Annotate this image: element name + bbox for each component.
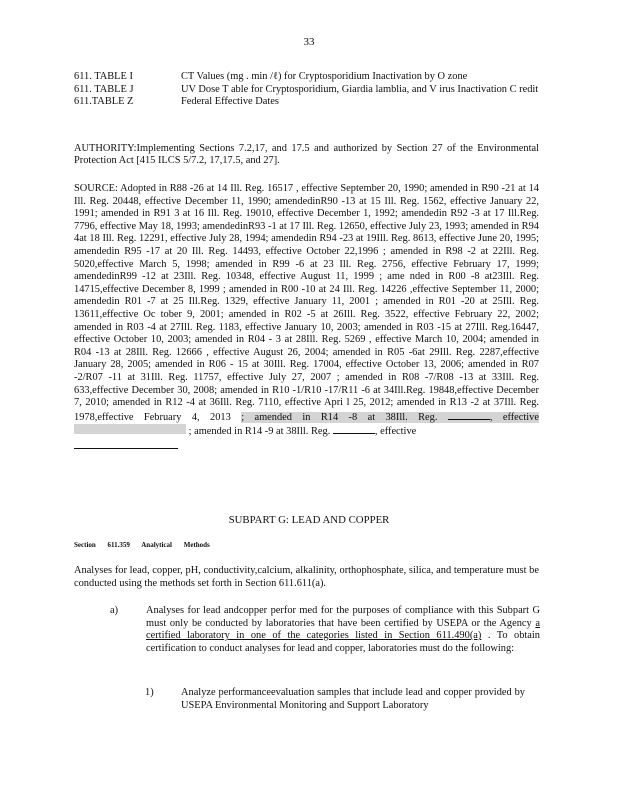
blank-register-page bbox=[448, 410, 490, 420]
authority-note: AUTHORITY:Implementing Sections 7.2,17, and 17.5 and authorized by Section 27 of the Environmental Protection Act [415 ILCS 5/7.2, 17,17.5, and 27]. bbox=[74, 143, 539, 167]
blank-effective-date bbox=[74, 439, 178, 449]
blank-register-page bbox=[333, 424, 375, 434]
inserted-text: a certified laboratory in one of the categories listed in Section 611.490(a) bbox=[146, 617, 540, 642]
section-heading: Section 611.359 Analytical Methods bbox=[74, 541, 210, 549]
highlighted-amendment-text: ; amended in R14 -8 at 38Ill. Reg. bbox=[241, 411, 438, 423]
table-title: UV Dose T able for Cryptosporidium, Giardia lamblia, and V irus Inactivation C redit bbox=[181, 83, 539, 95]
source-note bbox=[74, 183, 539, 453]
next-amendment-text: ; amended in R14 -9 at 38Ill. Reg. bbox=[186, 426, 331, 438]
paragraph-1 bbox=[145, 687, 525, 712]
blank-effective-date bbox=[74, 424, 186, 434]
paragraph-label: 1) bbox=[145, 687, 154, 698]
page-number: 33 bbox=[303, 36, 315, 48]
highlighted-amendment-effective: , effective bbox=[489, 411, 539, 423]
next-amendment-effective: , effective bbox=[374, 426, 417, 438]
source-history: SOURCE: Adopted in R88 -26 at 14 Ill. Reg. 16517 , effective September 20, 1990; amended in R90 -21 at 14 Ill. Reg. 20448, effective December 11, 1990; amendedinR90 -13 at 15 Ill. Reg. 1562, effective January 22, 1991; amended in R91 3 at 16 Ill. Reg. 19010, effective December 1, 1992; amendedin R92 -3 at 17 Ill.Reg. 7796, effective May 18, 1993; amendedinR93 -1 at 17 Ill. Reg. 12650, effective July 23, 1993; amended in R94 4at 18 Ill. Reg. 12291, effective July 28, 1994; amendedin R94 -23 at 19Ill. Reg. 8613, effective June 20, 1995; amendedin R95 -17 at 20 Ill. Reg. 14493, effective October 22,1996 ; amended in R98 -2 at 22Ill. Reg. 5020,effective March 5, 1998; amended in R99 -6 at 23 Ill. Reg. 2756, effective February 17, 1999; amendedinR99 -12 at 23Ill. Reg. 10348, effective August 11, 1999 ; ame nded in R00 -8 at23Ill. Reg. 14715,effective December 8, 1999 ; amended in R00 -10 at 24 Ill. Reg. 14226 ,effective September 11, 2000; amendedin R01 -7 at 25 Ill.Reg. 1329, effective January 11, 2001 ; amended in R01 -20 at 25Ill. Reg. 13611,effective Oc tober 9, 2001; amended in R02 -5 at 26Ill. Reg. 3522, effective February 22, 2002; amended in R03 -4 at 27Ill. Reg. 1183, effective January 10, 2003; amended in R03 -15 at 27Ill. Reg.16447, effective October 10, 2003; amended in R04 - 3 at 28Ill. Reg. 5269 , effective March 10, 2004; amended in R04 -13 at 28Ill. Reg. 12666 , effective August 26, 2004; amended in R05 -6at 29Ill. Reg. 2287,effective January 28, 2005; amended in R06 - 15 at 30Ill. Reg. 17004, effective October 13, 2006; amended in R07 -2/R07 -11 at 31Ill. Reg. 11757, effective July 27, 2007 ; amended in R08 -7/R08 -13 at 33Ill. Reg. 633,effective December 30, 2008; amended in R10 -1/R10 -17/R11 -6 at 34Ill.Reg. 19848,effective December 7, 2010; amended in R12 -4 at 36Ill. Reg. 7110, effective Apri l 25, 2012; amended in R13 -2 at 37Ill. Reg. 1978,effective February 4, 2013 bbox=[74, 183, 539, 423]
paragraph-label: a) bbox=[110, 605, 119, 616]
table-title: CT Values (mg . min /ℓ) for Cryptosporidium Inactivation by O zone bbox=[181, 71, 468, 82]
table-entry bbox=[74, 96, 544, 109]
section-intro: Analyses for lead, copper, pH, conductivity,calcium, alkalinity, orthophosphate, silica, and temperature must be conducted using the methods set forth in Section 611.611(a). bbox=[74, 565, 539, 589]
paragraph-text-start: Analyses for lead andcopper perfor med for the purposes of compliance with this Subpart G must only be conducted by laboratories that have been certified by USEPA or the Agency bbox=[146, 605, 540, 629]
paragraph-text bbox=[146, 605, 540, 655]
subpart-heading: SUBPART G: LEAD AND COPPER bbox=[228, 514, 390, 526]
table-entry bbox=[74, 71, 544, 84]
table-number: 611. TABLE J bbox=[74, 83, 134, 95]
table-number: 611. TABLE I bbox=[74, 71, 133, 82]
paragraph-text-end: . To obtain certification to conduct analyses for lead and copper, laboratories must do the following: bbox=[146, 630, 541, 654]
highlighted-amendment bbox=[241, 412, 539, 423]
table-title: Federal Effective Dates bbox=[181, 96, 279, 108]
paragraph-a bbox=[110, 605, 540, 655]
table-list bbox=[74, 71, 544, 109]
table-entry bbox=[74, 84, 544, 97]
table-number: 611.TABLE Z bbox=[74, 96, 134, 108]
paragraph-text: Analyze performanceevaluation samples that include lead and copper provided by USEPA Environmental Monitoring and Support Laboratory bbox=[181, 687, 525, 711]
